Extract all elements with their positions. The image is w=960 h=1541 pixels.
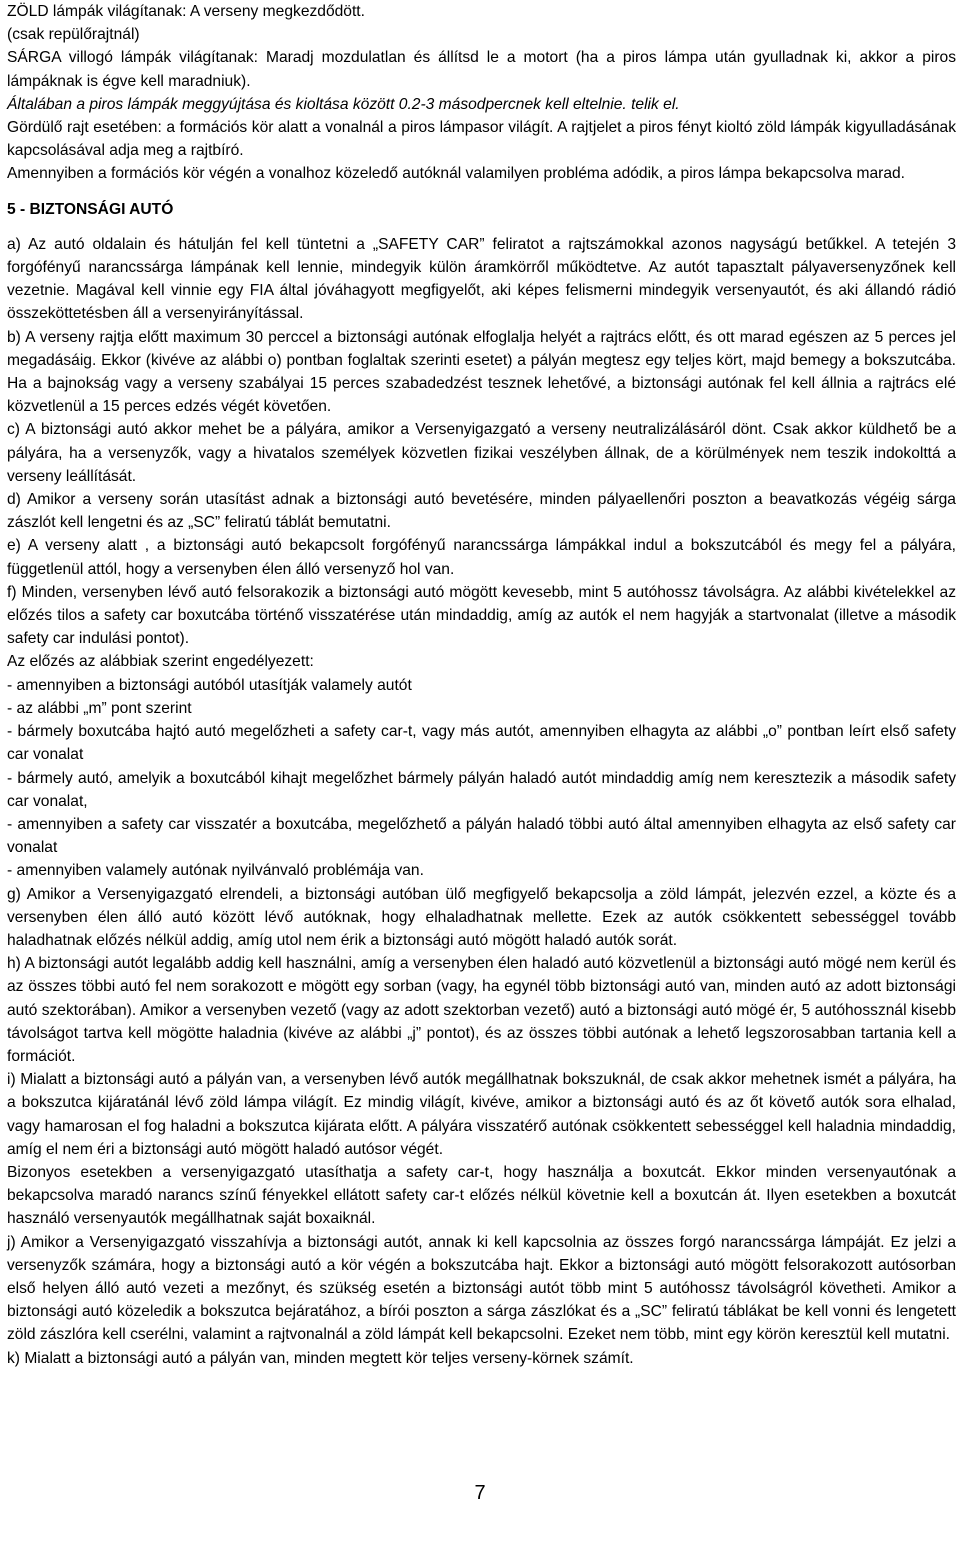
section-heading: 5 - BIZTONSÁGI AUTÓ [7, 200, 174, 218]
overtake-item-1: - amennyiben a biztonsági autóból utasítják valamely autót [7, 676, 412, 694]
overtake-item-3: - bármely boxutcába hajtó autó megelőzheti a safety car-t, vagy más autót, amennyiben elhagyta az alábbi „o” pontban leírt első safety car vonalat [7, 723, 956, 764]
overtake-item-4: - bármely autó, amelyik a boxutcából kihajt megelőzhet bármely pályán haladó autót mindaddig amíg nem keresztezik a második safety car vonalat, [7, 769, 956, 810]
paragraph-i: i) Mialatt a biztonsági autó a pályán van, a versenyben lévő autók megállhatnak bokszuknál, de csak akkor mehetnek ismét a pályára, ha a bokszutca kijáratánál lévő zöld lámpa világít. Ez mindig világít, kivéve, amikor a biztonsági autó és az őt követő autók sora elhalad, vagy hamarosan el fog haladni a bokszutca kijárata előtt. A pályára visszatérő autónak csökkentett sebességgel kell haladnia mindaddig, amíg el nem éri a biztonsági autó mögött haladó autósor végét. [7, 1071, 956, 1158]
paragraph-j: j) Amikor a Versenyigazgató visszahívja a biztonsági autót, annak ki kell kapcsolnia az összes forgó narancssárga lámpáját. Ez jelzi a versenyzők számára, hogy a biztonsági autó a kör végén a bokszutcába hajt. Ekkor a biztonsági autó mögött felsorakozott autósorban első helyen álló autó vezeti a mezőnyt, és szükség esetén a biztonsági autót több mint 5 autóhossz távolságról követheti. Amikor a biztonsági autó közeledik a bokszutca bejáratához, a bírói poszton a sárga zászlókat és a „SC” feliratú táblákat be kell vonni és lengetett zöld zászlóra kell cserélni, valamint a rajtvonalnál a zöld lámpát kell bekapcsolni. Ezeket nem több, mint egy körön keresztül kell mutatni. [7, 1233, 956, 1344]
paragraph-f: f) Minden, versenyben lévő autó felsorakozik a biztonsági autó mögött kevesebb, mint 5 autóhossz távolságra. Az alábbi kivételekkel az előzés tilos a safety car boxutcába történő visszatérése után mindaddig, amíg az autók el nem hagyják a startvonalat (illetve a második safety car indulási pontot). [7, 583, 956, 648]
paragraph-d: d) Amikor a verseny során utasítást adnak a biztonsági autó bevetésére, minden pályaellenőri poszton a beavatkozás végéig sárga zászlót kell lengetni és az „SC” feliratú táblát bemutatni. [7, 491, 956, 532]
paragraph-g: g) Amikor a Versenyigazgató elrendeli, a biztonsági autóban ülő megfigyelő bekapcsolja a zöld lámpát, jelezvén ezzel, a közte és a versenyben élen álló autó között lévő autóknak, hogy elhaladhatnak mellette. Ezek az autók csökkentett sebességgel tovább haladhatnak előzés nélkül addig, amíg utol nem érik a biztonsági autó mögött haladó autók sorát. [7, 885, 956, 949]
overtake-item-2: - az alábbi „m” pont szerint [7, 699, 192, 717]
paragraph-e: e) A verseny alatt , a biztonsági autó bekapcsolt forgófényű narancssárga lámpákkal indul a bokszutcából és megy fel a pályára, függetlenül attól, hogy a versenyben élen álló versenyző hol van. [7, 537, 956, 578]
paragraph-b: b) A verseny rajtja előtt maximum 30 perccel a biztonsági autónak elfoglalja helyét a rajtrács előtt, és ott marad egészen az 5 perces jel megadásáig. Ekkor (kivéve az alábbi o) pontban foglaltak szerinti esetet) a pályán megtesz egy teljes kört, majd bemegy a bokszutcába. Ha a bajnokság vagy a verseny szabályai 15 perces szabadedzést tesznek lehetővé, a biztonsági autónak fel kell állnia a rajtrács elé közvetlenül a 15 perces edzés végét követően. [7, 328, 956, 416]
green-lights-line: ZÖLD lámpák világítanak: A verseny megkezdődött. [7, 3, 365, 20]
overtake-item-6: - amennyiben valamely autónak nyilvánvaló problémája van. [7, 862, 424, 880]
rolling-start-paragraph: Gördülő rajt esetében: a formációs kör alatt a vonalnál a piros lámpasor világít. A rajtjelet a piros fényt kioltó zöld lámpák kigyulladásának kapcsolásával adja meg a rajtbíró. [7, 119, 956, 160]
yellow-lights-paragraph: SÁRGA villogó lámpák világítanak: Maradj mozdulatlan és állítsd le a motort (ha a piros lámpa után gyulladnak ki, akkor a piros lámpáknak is égve kell maradniuk). [7, 49, 956, 90]
paragraph-a: a) Az autó oldalain és hátulján fel kell tüntetni a „SAFETY CAR” feliratot a rajtszámokkal azonos nagyságú betűkkel. A tetején 3 forgófényű narancssárga lámpának kell lennie, mindegyik külön áramkörről működtetve. Az autót tapasztalt pályaversenyzőnek kell vezetnie. Magával kell vinnie egy FIA által jóváhagyott megfigyelőt, aki képes felismerni mindegyik versenyautót, és aki állandó rádió összeköttetésben áll a versenyirányítással. [7, 235, 956, 323]
paragraph-c: c) A biztonsági autó akkor mehet be a pályára, amikor a Versenyigazgató a verseny neutralizálásáról dönt. Csak akkor küldhető be a pályára, ha a versenyzők, vagy a hivatalos személyek közvetlen fizikai veszélyben állnak, de a körülmények nem teszik indokolttá a verseny leállítását. [7, 421, 956, 485]
page-number: 7 [474, 1482, 486, 1504]
document-body [7, 0, 956, 1370]
overtake-intro: Az előzés az alábbiak szerint engedélyezett: [7, 653, 314, 671]
overtake-item-5: - amennyiben a safety car visszatér a boxutcába, megelőzhető a pályán haladó többi autó által amennyiben elhagyta az első safety car vonalat [7, 815, 956, 857]
pitlane-special-paragraph: Bizonyos esetekben a versenyigazgató utasíthatja a safety car-t, hogy használja a boxutcát. Ekkor minden versenyautónak a bekapcsolva maradó narancs színű fényekkel ellátott safety car-t előzés nélkül követnie kell a boxutcán át. Ilyen esetekben a boxutcát használó versenyautók megállhatnak saját boxaiknál. [7, 1163, 956, 1228]
paragraph-h: h) A biztonsági autót legalább addig kell használni, amíg a versenyben élen haladó autó közvetlenül a biztonsági autó mögé nem kerül és az összes többi autó fel nem sorakozott e mögött egy sorban (vagy, ha egynél több biztonsági autó van, minden autó az adott biztonsági autó szektorában). Amikor a versenyben vezető (vagy az adott szektorban vezető) autó a biztonsági autó mögé ér, 5 autóhossznál kisebb távolságot tartva kell mögötte haladnia (kivéve az alábbi „j” pontot), és az összes többi autónak a lehető legszorosabban tartania kell a formációt. [7, 955, 956, 1065]
timing-paragraph: Általában a piros lámpák meggyújtása és kioltása között 0.2-3 másodpercnek kell eltelnie. telik el. [7, 95, 680, 113]
paragraph-k: k) Mialatt a biztonsági autó a pályán van, minden megtett kör teljes verseny-körnek számít. [7, 1349, 634, 1367]
formation-lap-problem-paragraph: Amennyiben a formációs kör végén a vonalhoz közeledő autóknál valamilyen probléma adódik, a piros lámpa bekapcsolva marad. [7, 165, 906, 183]
airplane-start-note: (csak repülőrajtnál) [7, 26, 140, 44]
